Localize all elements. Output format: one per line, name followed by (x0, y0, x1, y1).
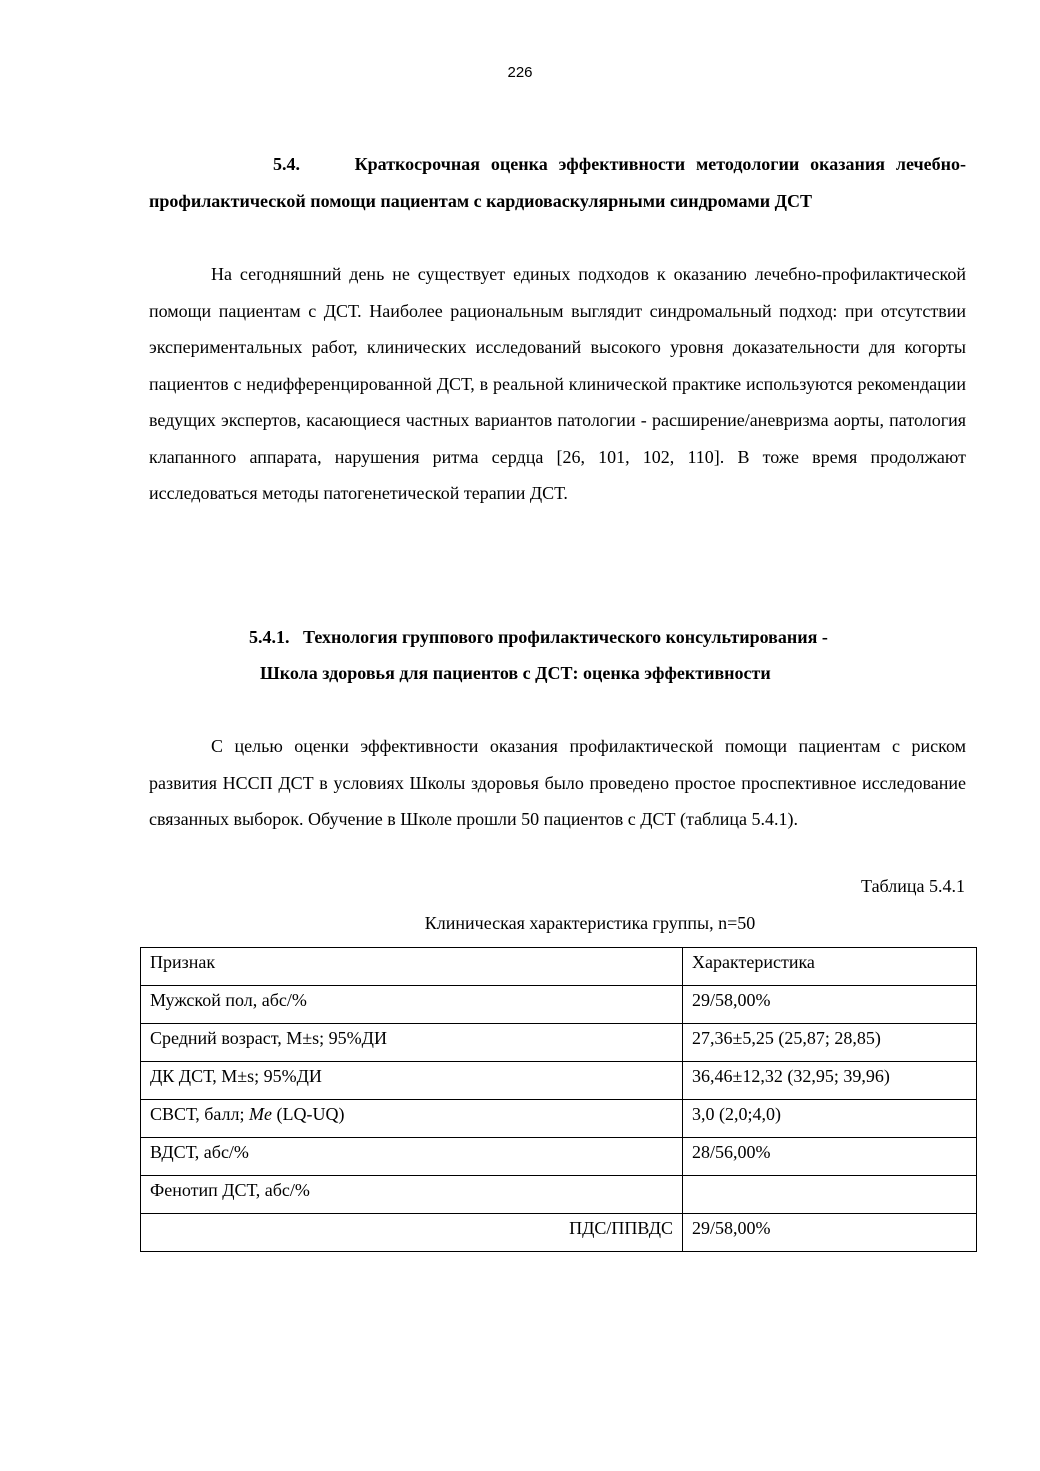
subsection-title-line2: Школа здоровья для пациентов с ДСТ: оценка эффективности (260, 663, 771, 683)
table-row (141, 1100, 977, 1138)
row-value: 28/56,00% (683, 1138, 977, 1176)
row-value: 29/58,00% (683, 986, 977, 1024)
row-label: ДК ДСТ, M±s; 95%ДИ (141, 1062, 683, 1100)
page-number: 226 (507, 64, 533, 81)
row-value: 27,36±5,25 (25,87; 28,85) (683, 1024, 977, 1062)
table-row (141, 1062, 977, 1100)
table-row (141, 1176, 977, 1214)
row-label: Средний возраст, M±s; 95%ДИ (141, 1024, 683, 1062)
row-label-pre: СВСТ, балл; (150, 1104, 249, 1124)
table-row (141, 1138, 977, 1176)
subsection-title-line1 (149, 619, 966, 655)
table-title: Клиническая характеристика группы, n=50 (424, 913, 756, 933)
row-label: ВДСТ, абс/% (141, 1138, 683, 1176)
table-row (141, 1024, 977, 1062)
header-cell-feature: Признак (141, 948, 683, 986)
section-title: Краткосрочная оценка эффективности методологии оказания лечебно-профилактической помощи пациентам с кардиоваскулярными синдромами ДСТ (149, 154, 967, 211)
body-paragraph: С целью оценки эффективности оказания профилактической помощи пациентам с риском развития НССП ДСТ в условиях Школы здоровья было проведено простое проспективное исследование связанных выборок. Обучение в Школе прошли 50 пациентов с ДСТ (таблица 5.4.1). (149, 736, 966, 829)
table-row (141, 1214, 977, 1252)
characteristics-table (140, 947, 977, 1252)
subsection-title-text1: Технология группового профилактического консультирования - (303, 627, 828, 647)
row-label-post: (LQ-UQ) (271, 1104, 345, 1124)
subsection-heading (149, 619, 966, 691)
header-cell-characteristic: Характеристика (683, 948, 977, 986)
row-value: 3,0 (2,0;4,0) (683, 1100, 977, 1138)
row-label: ПДС/ППВДС (141, 1214, 683, 1252)
section-heading (149, 146, 966, 219)
row-value (683, 1176, 977, 1214)
table-caption: Таблица 5.4.1 (861, 876, 965, 896)
row-label (141, 1100, 683, 1138)
subsection-number: 5.4.1. (249, 627, 290, 647)
table-header-row (141, 948, 977, 986)
row-label-italic: Me (248, 1104, 272, 1124)
table-row (141, 986, 977, 1024)
row-label: Фенотип ДСТ, абс/% (141, 1176, 683, 1214)
section-number: 5.4. (273, 154, 300, 174)
row-value: 29/58,00% (683, 1214, 977, 1252)
intro-paragraph: На сегодняшний день не существует единых подходов к оказанию лечебно-профилактической помощи пациентам с ДСТ. Наиболее рациональным выглядит синдромальный подход: при отсутствии экспериментальных работ, клинических исследований высокого уровня доказательности для когорты пациентов с недифференцированной ДСТ, в реальной клинической практике используются рекомендации ведущих экспертов, касающиеся частных вариантов патологии - расширение/аневризма аорты, патология клапанного аппарата, нарушения ритма сердца [26, 101, 102, 110]. В тоже время продолжают исследоваться методы патогенетической терапии ДСТ. (149, 264, 966, 503)
row-label: Мужской пол, абс/% (141, 986, 683, 1024)
row-value: 36,46±12,32 (32,95; 39,96) (683, 1062, 977, 1100)
